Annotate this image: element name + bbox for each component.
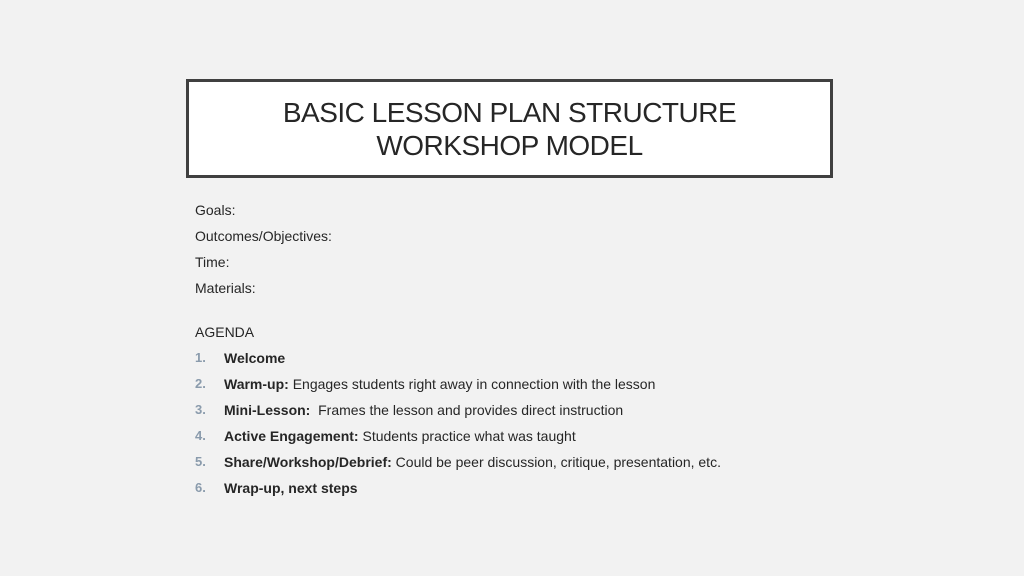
slide-title-line-2: WORKSHOP MODEL (376, 129, 643, 161)
agenda-item-description: Students practice what was taught (358, 428, 576, 444)
agenda-item-label: Share/Workshop/Debrief: (224, 454, 392, 470)
agenda-item-welcome (195, 348, 721, 374)
agenda-list (195, 348, 721, 504)
agenda-item-number: 1. (195, 350, 206, 365)
slide-title-line-1: BASIC LESSON PLAN STRUCTURE (282, 96, 737, 128)
agenda-item-label: Warm-up: (224, 376, 289, 392)
agenda-item-label: Wrap-up, next steps (224, 480, 358, 496)
field-outcomes-objectives: Outcomes/Objectives: (195, 228, 332, 244)
field-goals: Goals: (195, 202, 236, 218)
field-materials: Materials: (195, 280, 256, 296)
title-box (186, 79, 833, 178)
agenda-item-mini-lesson (195, 400, 721, 426)
agenda-item-number: 5. (195, 454, 206, 469)
agenda-item-number: 2. (195, 376, 206, 391)
agenda-item-warm-up (195, 374, 721, 400)
agenda-item-number: 4. (195, 428, 206, 443)
agenda-item-number: 3. (195, 402, 206, 417)
agenda-item-number: 6. (195, 480, 206, 495)
agenda-item-active-engagement (195, 426, 721, 452)
agenda-heading: AGENDA (195, 324, 255, 340)
agenda-item-description: Frames the lesson and provides direct instruction (310, 402, 624, 418)
agenda-item-description: Could be peer discussion, critique, presentation, etc. (391, 454, 721, 470)
agenda-item-wrap-up (195, 478, 721, 504)
agenda-item-label: Mini-Lesson: (224, 402, 311, 418)
agenda-item-share-workshop-debrief (195, 452, 721, 478)
agenda-item-label: Welcome (224, 350, 286, 366)
agenda-item-label: Active Engagement: (224, 428, 359, 444)
agenda-item-description: Engages students right away in connection with the lesson (288, 376, 656, 392)
lesson-fields (195, 200, 332, 304)
field-time: Time: (195, 254, 230, 270)
